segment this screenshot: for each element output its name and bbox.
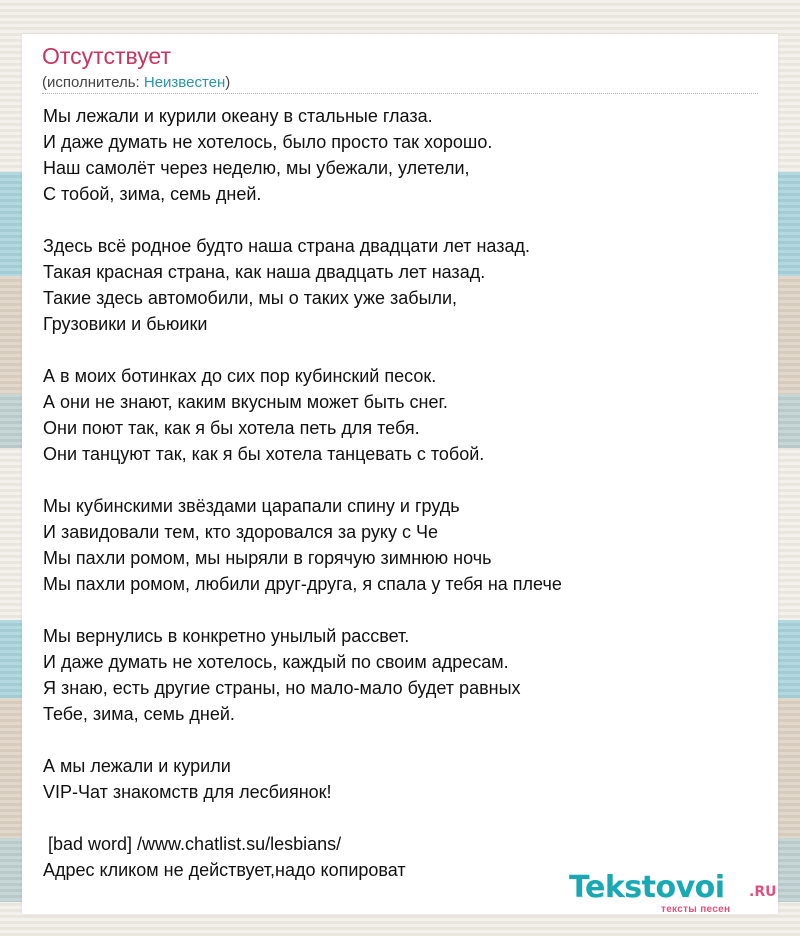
logo-wordmark: Tekstovoi — [569, 870, 725, 905]
lyrics-line: Тебе, зима, семь дней. — [43, 704, 235, 724]
lyrics-line: Я знаю, есть другие страны, но мало-мало будет равных — [43, 678, 521, 698]
lyrics-line: Мы вернулись в конкретно унылый рассвет. — [43, 626, 410, 646]
lyrics-line: Они поют так, как я бы хотела петь для тебя. — [43, 418, 420, 438]
lyrics-line: А в моих ботинках до сих пор кубинский песок. — [43, 366, 437, 386]
lyrics-line: А мы лежали и курили — [43, 756, 231, 776]
lyrics-line: Адрес кликом не действует,надо копироват — [43, 860, 406, 880]
lyrics-line: Такие здесь автомобили, мы о таких уже забыли, — [43, 288, 458, 308]
lyrics-line: Мы пахли ромом, любили друг-друга, я спала у тебя на плече — [43, 574, 562, 594]
lyrics-line: Мы кубинскими звёздами царапали спину и грудь — [43, 496, 460, 516]
lyrics-line: VIP-Чат знакомств для лесбиянок! — [43, 782, 332, 802]
artist-line — [42, 74, 230, 91]
lyrics-line: Мы лежали и курили океану в стальные глаза. — [43, 106, 433, 126]
lyrics-line: И даже думать не хотелось, каждый по своим адресам. — [43, 652, 509, 672]
lyrics-line: С тобой, зима, семь дней. — [43, 184, 262, 204]
lyrics-card — [22, 34, 778, 914]
stanza-gap — [43, 805, 763, 831]
lyrics-line: Наш самолёт через неделю, мы убежали, улетели, — [43, 158, 470, 178]
lyrics-text — [43, 103, 763, 883]
divider — [42, 93, 758, 94]
logo-domain: .RU — [749, 884, 777, 900]
artist-prefix: (исполнитель: — [42, 74, 144, 91]
lyrics-line: Такая красная страна, как наша двадцать лет назад. — [43, 262, 486, 282]
logo-tagline: тексты песен — [661, 904, 731, 915]
lyrics-line: И завидовали тем, кто здоровался за руку с Че — [43, 522, 438, 542]
stanza-gap — [43, 597, 763, 623]
lyrics-line: И даже думать не хотелось, было просто так хорошо. — [43, 132, 493, 152]
lyrics-line: Здесь всё родное будто наша страна двадцати лет назад. — [43, 236, 531, 256]
stanza-gap — [43, 337, 763, 363]
artist-link[interactable]: Неизвестен — [143, 74, 226, 91]
lyrics-line: Они танцуют так, как я бы хотела танцевать с тобой. — [43, 444, 485, 464]
lyrics-line: [bad word] /www.chatlist.su/lesbians/ — [43, 834, 342, 854]
stanza-gap — [43, 727, 763, 753]
stanza-gap — [43, 467, 763, 493]
lyrics-line: Грузовики и бьюики — [43, 314, 208, 334]
lyrics-line: А они не знают, каким вкусным может быть снег. — [43, 392, 448, 412]
lyrics-line: Мы пахли ромом, мы ныряли в горячую зимнюю ночь — [43, 548, 492, 568]
site-logo[interactable] — [569, 870, 779, 914]
stanza-gap — [43, 207, 763, 233]
artist-suffix: ) — [225, 74, 231, 91]
song-title: Отсутствует — [42, 43, 171, 69]
